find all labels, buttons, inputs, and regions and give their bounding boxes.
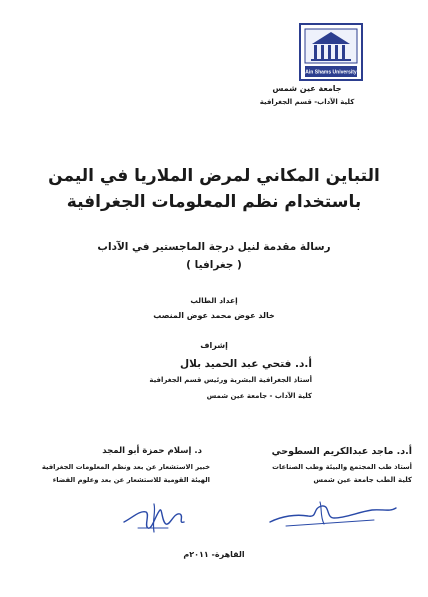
supervisor1-affiliation: كلية الآداب - جامعة عين شمس [206,392,312,400]
supervisor2-affiliation: كلية الطب جامعة عين شمس [313,476,412,484]
supervision-label: إشراف [200,341,228,350]
thesis-title-line1: التباين المكاني لمرض الملاريا في اليمن [48,166,380,186]
supervisor3-title: خبير الاستشعار عن بعد ونظم المعلومات الجغرافية [41,463,210,471]
university-seal-icon [298,22,364,82]
supervisor2-name: أ.د. ماجد عبدالكريم السطوحي [271,446,412,457]
logo-text: Ain Shams University [305,69,357,76]
student-name: خالد عوض محمد عوض المنصب [153,311,275,320]
thesis-title-line2: باستخدام نظم المعلومات الجغرافية [66,192,362,212]
preparation-label: إعداد الطالب [190,296,238,305]
specialty: ( جغرافيا ) [186,259,242,271]
supervisor2-title: أستاذ طب المجتمع والبيئة وطب الصناعات [272,463,412,471]
degree-line: رسالة مقدمة لنيل درجة الماجستير في الآداب [97,241,331,253]
signature-supervisor3 [118,500,190,536]
faculty-department: كلية الآداب- قسم الجغرافية [259,98,355,106]
place-date: القاهرة- ٢٠١١م [183,550,245,559]
supervisor1-name: أ.د. فتحي عبد الحميد بلال [180,358,312,370]
signature-supervisor2 [262,498,402,532]
supervisor3-name: د. إسلام حمزة أبو المجد [102,446,202,456]
supervisor1-title: أستاذ الجغرافية البشرية ورئيس قسم الجغرافية [149,376,312,384]
supervisor3-affiliation: الهيئة القومية للاستشعار عن بعد وعلوم الفضاء [52,476,210,484]
university-name: جامعة عين شمس [272,84,342,93]
